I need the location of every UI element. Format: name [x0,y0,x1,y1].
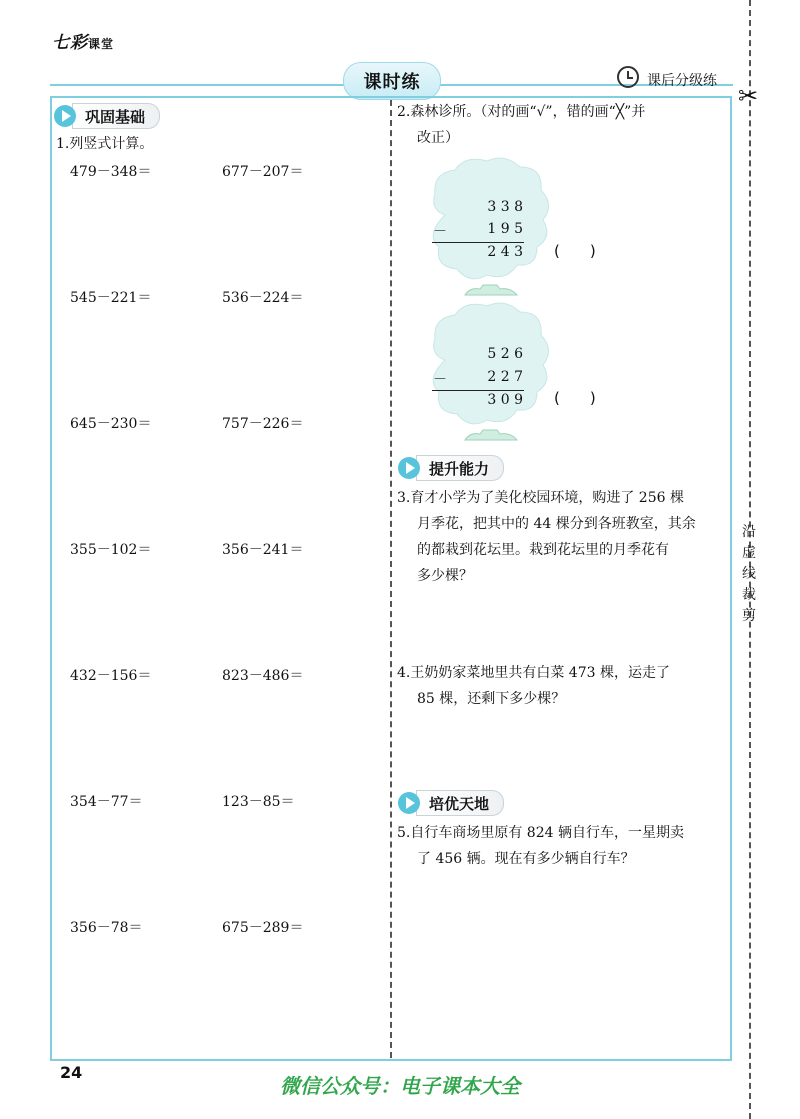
section-basic [54,103,160,129]
tree1-result: 2 4 3 [487,244,523,260]
tree2-top: 5 2 6 [487,346,523,362]
section-excel [398,790,504,816]
equation-7-2: 675－289＝ [222,920,304,936]
q3-text [397,485,732,589]
section-label: 巩固基础 [72,103,160,129]
page-number: 24 [60,1063,83,1082]
section-improve [398,455,504,481]
q4-line: 85 棵，还剩下多少棵？ [417,691,566,707]
q3-line: 月季花，把其中的 44 棵分到各班教室，其余 [417,516,696,532]
equation-2-2: 536－224＝ [222,290,304,306]
equation-1-2: 677－207＝ [222,164,304,180]
equation-3-2: 757－226＝ [222,416,304,432]
q3-line: 的都栽到花坛里。栽到花坛里的月季花有 [417,542,669,558]
tree1-rule [432,242,524,243]
clock-icon [617,66,639,88]
tree2-result: 3 0 9 [487,392,523,408]
equation-7-1: 356－78＝ [70,920,143,936]
tree2-op: － [433,372,447,388]
q5-text [397,820,732,872]
q3-line: 3.育才小学为了美化校园环境，购进了 256 棵 [397,490,684,506]
brand-logo: 七彩课堂 [52,33,115,53]
play-icon [398,457,420,479]
equation-5-2: 823－486＝ [222,668,304,684]
q1-title: 1.列竖式计算。 [56,136,154,152]
page-subtitle: 课后分级练 [647,73,717,89]
equation-6-1: 354－77＝ [70,794,143,810]
tree1-top: 3 3 8 [487,199,523,215]
answer-blank-2[interactable]: ( ) [554,389,596,407]
cut-instruction: 沿虚线裁剪 [742,524,756,624]
q2-prompt [397,99,732,151]
tree2-rule [432,390,524,391]
equation-6-2: 123－85＝ [222,794,295,810]
play-icon [54,105,76,127]
q4-text [397,660,732,712]
q2-line-1: 2.森林诊所。（对的画“√”，错的画“╳”并 [397,104,646,120]
tree2-mid: 2 2 7 [487,369,523,385]
q5-line: 了 456 辆。现在有多少辆自行车？ [417,851,635,867]
answer-blank-1[interactable]: ( ) [554,242,596,260]
equation-3-1: 645－230＝ [70,416,152,432]
column-divider [390,100,392,1058]
tree1-mid: 1 9 5 [487,221,523,237]
equation-2-1: 545－221＝ [70,290,152,306]
q2-line-2: 改正） [417,130,459,146]
footer-watermark: 微信公众号：电子课本大全 [280,1074,520,1098]
tree1-op: － [433,224,447,240]
scissors-icon: ✂ [738,82,759,110]
play-icon [398,792,420,814]
equation-1-1: 479－348＝ [70,164,152,180]
q4-line: 4.王奶奶家菜地里共有白菜 473 棵，运走了 [397,665,670,681]
equation-4-1: 355－102＝ [70,542,152,558]
equation-4-2: 356－241＝ [222,542,304,558]
q5-line: 5.自行车商场里原有 824 辆自行车，一星期卖 [397,825,684,841]
page-title: 课时练 [343,62,441,100]
q3-line: 多少棵？ [417,568,473,584]
section-label: 培优天地 [416,790,504,816]
equation-5-1: 432－156＝ [70,668,152,684]
section-label: 提升能力 [416,455,504,481]
